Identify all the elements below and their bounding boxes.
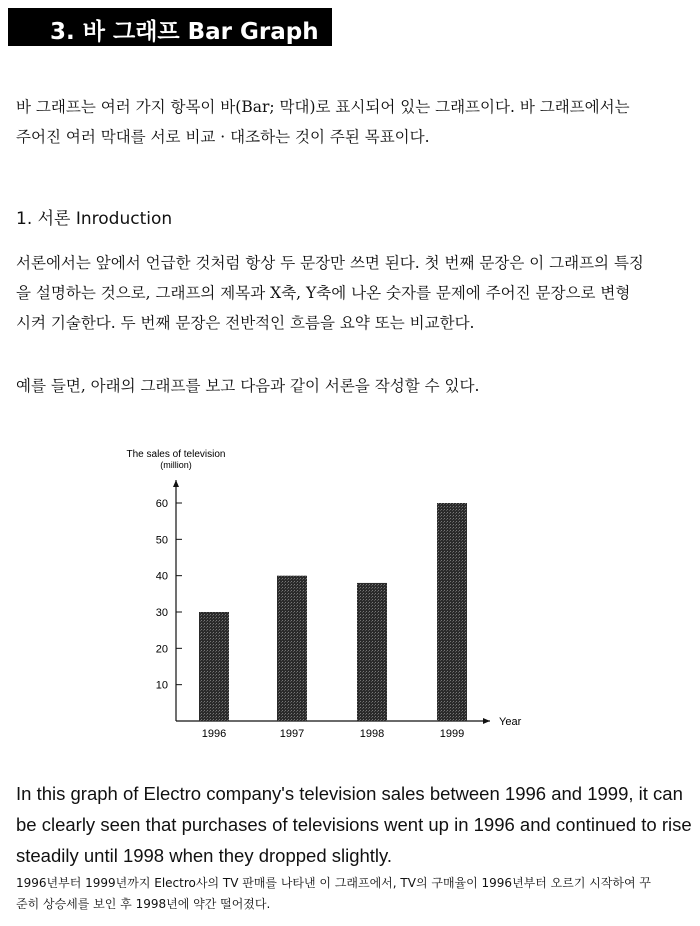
body-line: 시켜 기술한다. 두 번째 문장은 전반적인 흐름을 요약 또는 비교한다. [16,314,475,332]
section-title: 3. 바 그래프 Bar Graph [50,19,319,45]
subheading: 1. 서론 Inroduction [16,209,173,229]
section-title-bar [8,8,332,46]
x-tick-label: 1996 [201,728,227,740]
example-line: 예를 들면, 아래의 그래프를 보고 다음과 같이 서론을 작성할 수 있다. [16,377,480,395]
y-tick-label: 30 [155,607,168,619]
body-line: 을 설명하는 것으로, 그래프의 제목과 X축, Y축에 나온 숫자를 문제에 주어진 문장으로 변형 [16,284,631,302]
y-axis-arrow [173,480,179,487]
intro-line: 바 그래프는 여러 가지 항목이 바(Bar; 막대)로 표시되어 있는 그래프이다. 바 그래프에서는 [16,98,630,116]
x-tick-label: 1998 [359,728,385,740]
x-tick-label: 1997 [279,728,305,740]
y-tick-label: 50 [155,534,168,547]
english-paragraph [16,778,692,871]
x-tick-label: 1999 [439,728,465,740]
translation-line: 1996년부터 1999년까지 Electro사의 TV 판매를 나타낸 이 그래프에서, TV의 구매율이 1996년부터 오르기 시작하여 꾸 [16,876,652,890]
translation-line: 준히 상승세를 보인 후 1998년에 약간 떨어졌다. [16,897,271,911]
korean-translation [16,873,651,915]
body-line: 서론에서는 앞에서 언급한 것처럼 항상 두 문장만 쓰면 된다. 첫 번째 문장은 이 그래프의 특징 [16,254,644,272]
x-axis-arrow [483,718,490,724]
english-line: be clearly seen that purchases of televisions went up in 1996 and continued to rise [16,814,692,835]
english-line: In this graph of Electro company's television sales between 1996 and 1999, it can [16,783,683,804]
english-line: steadily until 1998 when they dropped slightly. [16,845,393,866]
x-axis-label: Year [499,716,522,728]
intro-paragraph [16,92,630,152]
chart-title: The sales of television [126,449,226,460]
y-tick-label: 40 [155,570,168,583]
intro-line: 주어진 여러 막대를 서로 비교 · 대조하는 것이 주된 목표이다. [16,128,430,146]
bar [199,612,229,721]
y-tick-label: 10 [155,679,168,692]
bar [437,503,467,721]
y-axis-label: (million) [160,460,192,470]
bar [277,576,307,721]
bar-chart [0,440,700,760]
bar [357,583,387,721]
introduction-body [16,248,644,338]
y-tick-label: 20 [155,643,168,656]
y-tick-label: 60 [155,498,168,510]
